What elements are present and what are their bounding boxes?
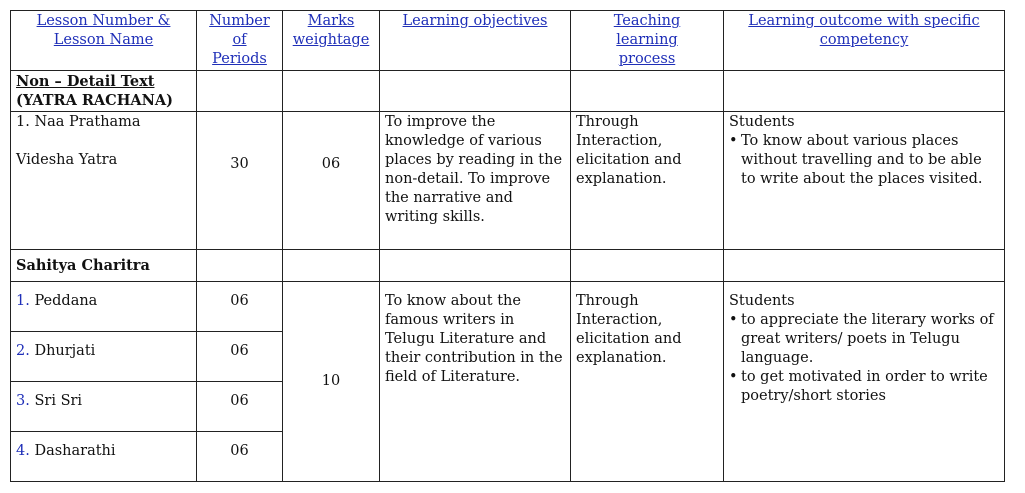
marks-cell: 10: [283, 282, 380, 482]
header-outcome: Learning outcome with specific competency: [724, 11, 1005, 71]
periods-cell: 06: [197, 282, 283, 332]
section-heading-row: [11, 250, 1005, 282]
process-cell: Through Interaction, elicitation and explanation.: [571, 282, 724, 482]
lesson-plan-document: [10, 10, 1005, 482]
lesson-row: [11, 112, 1005, 250]
marks-cell: 06: [283, 112, 380, 250]
outcome-list: [729, 132, 999, 189]
periods-cell: 06: [197, 432, 283, 482]
lesson-name-cell: 4. Dasharathi: [11, 432, 197, 482]
header-process: Teaching learning process: [571, 11, 724, 71]
header-marks: Marks weightage: [283, 11, 380, 71]
objective-cell: To improve the knowledge of various places by reading in the non-detail. To improve the narrative and writing skills.: [380, 112, 571, 250]
periods-cell: 06: [197, 382, 283, 432]
lesson-name-cell: 1. Naa Prathama Videsha Yatra: [11, 112, 197, 250]
section-heading-row: [11, 71, 1005, 112]
header-periods: Number of Periods: [197, 11, 283, 71]
outcome-item: • To know about various places without travelling and to be able to write about the places visited.: [729, 132, 999, 189]
section-heading-sahitya: [11, 250, 197, 282]
outcome-item: • to get motivated in order to write poetry/short stories: [729, 368, 999, 406]
lesson-plan-table: [10, 10, 1005, 482]
section-title: Sahitya Charitra: [16, 257, 150, 274]
section-heading-non-detail: [11, 71, 197, 112]
process-cell: Through Interaction, elicitation and explanation.: [571, 112, 724, 250]
periods-cell: 30: [197, 112, 283, 250]
header-objectives: Learning objectives: [380, 11, 571, 71]
section-title: Non – Detail Text: [16, 73, 155, 90]
periods-cell: 06: [197, 332, 283, 382]
header-row: [11, 11, 1005, 71]
outcome-item: • to appreciate the literary works of great writers/ poets in Telugu language.: [729, 311, 999, 368]
lesson-row: [11, 282, 1005, 332]
lesson-name-cell: 2. Dhurjati: [11, 332, 197, 382]
header-lesson: Lesson Number & Lesson Name: [11, 11, 197, 71]
section-subtitle: (YATRA RACHANA): [16, 92, 174, 109]
outcome-cell: Students • to appreciate the literary works of great writers/ poets in Telugu language. • to get motivated in order to write poetry/short stories: [724, 282, 1005, 482]
objective-cell: To know about the famous writers in Telugu Literature and their contribution in the field of Literature.: [380, 282, 571, 482]
outcome-list: [729, 311, 999, 406]
lesson-name-cell: 3. Sri Sri: [11, 382, 197, 432]
lesson-name-cell: 1. Peddana: [11, 282, 197, 332]
outcome-cell: Students • To know about various places without travelling and to be able to write about the places visited.: [724, 112, 1005, 250]
